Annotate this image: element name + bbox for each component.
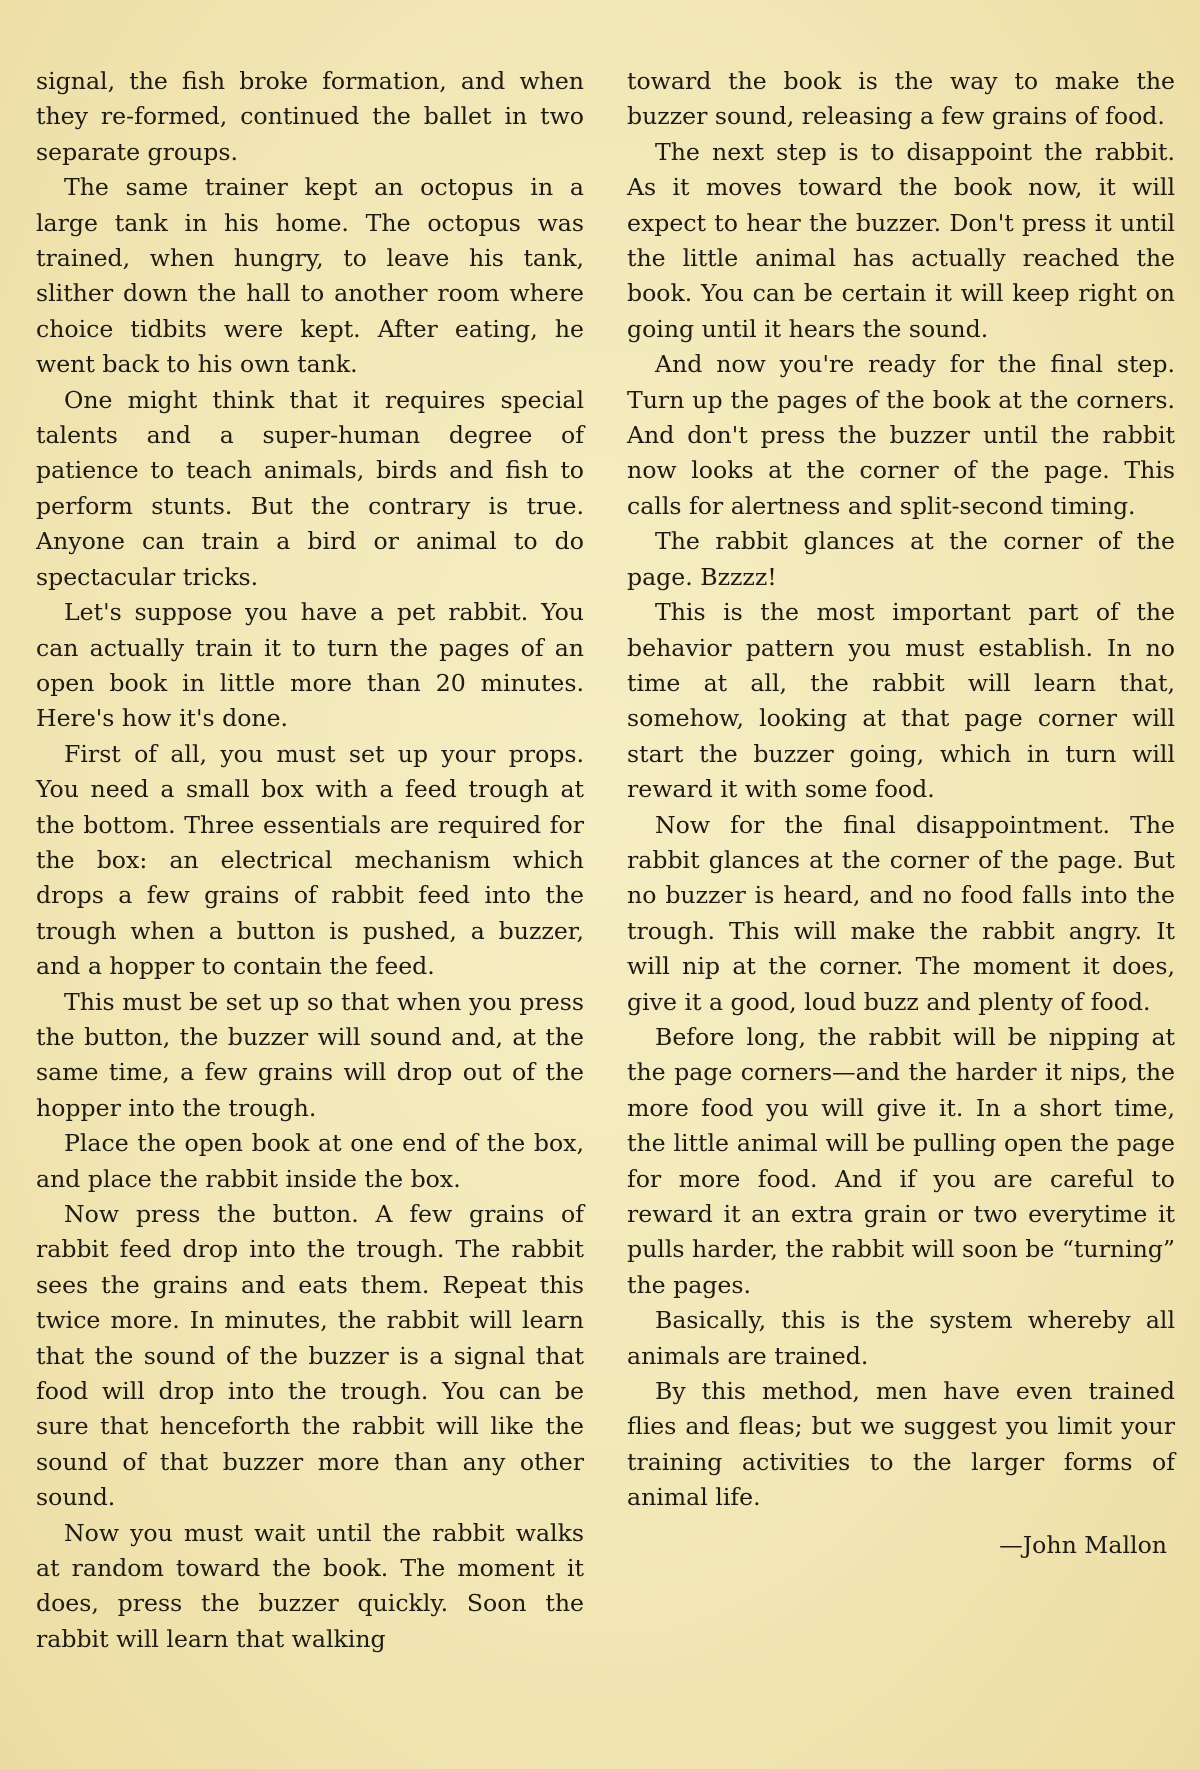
left-column xyxy=(36,64,584,1657)
paragraph: Place the open book at one end of the box, and place the rabbit inside the box. xyxy=(36,1129,584,1193)
paragraph: signal, the fish broke formation, and when they re-formed, continued the ballet in two separate groups. xyxy=(36,67,584,166)
paragraph: toward the book is the way to make the buzzer sound, releasing a few grains of food. xyxy=(627,67,1175,131)
paragraph: Basically, this is the system whereby all animals are trained. xyxy=(627,1306,1175,1370)
paragraph: The rabbit glances at the corner of the page. Bzzzz! xyxy=(627,527,1175,591)
paragraph: Before long, the rabbit will be nipping at the page corners—and the harder it nips, the more food you will give it. In a short time, the little animal will be pulling open the page for more food. And if you are careful to reward it an extra grain or two everytime it pulls harder, the rabbit will soon be “turning” the pages. xyxy=(627,1022,1175,1299)
paragraph: The next step is to disappoint the rabbit. As it moves toward the book now, it will expect to hear the buzzer. Don't press it until the little animal has actually reached the book. You can be certain it will keep right on going until it hears the sound. xyxy=(627,137,1175,343)
paragraph: And now you're ready for the final step. Turn up the pages of the book at the corners. And don't press the buzzer until the rabbit now looks at the corner of the page. This calls for alertness and split-second timing. xyxy=(627,350,1175,520)
paragraph: Let's suppose you have a pet rabbit. You can actually train it to turn the pages of an open book in little more than 20 minutes. Here's how it's done. xyxy=(36,598,584,733)
paragraph: This must be set up so that when you press the button, the buzzer will sound and, at the same time, a few grains will drop out of the hopper into the trough. xyxy=(36,987,584,1122)
author-signature: —John Mallon xyxy=(999,1530,1167,1559)
right-column xyxy=(627,64,1175,1563)
paragraph: Now you must wait until the rabbit walks at random toward the book. The moment it does, press the buzzer quickly. Soon the rabbit will learn that walking xyxy=(36,1518,584,1653)
paragraph: By this method, men have even trained flies and fleas; but we suggest you limit your training activities to the larger forms of animal life. xyxy=(627,1377,1175,1512)
paragraph: First of all, you must set up your props. You need a small box with a feed trough at the bottom. Three essentials are required for the box: an electrical mechanism which drops a few grains of rabbit feed into the trough when a button is pushed, a buzzer, and a hopper to contain the feed. xyxy=(36,739,584,981)
paragraph: One might think that it requires special talents and a super-human degree of patience to teach animals, birds and fish to perform stunts. But the contrary is true. Anyone can train a bird or animal to do spectacular tricks. xyxy=(36,385,584,591)
paragraph: Now press the button. A few grains of rabbit feed drop into the trough. The rabbit sees the grains and eats them. Repeat this twice more. In minutes, the rabbit will learn that the sound of the buzzer is a signal that food will drop into the trough. You can be sure that henceforth the rabbit will like the sound of that buzzer more than any other sound. xyxy=(36,1200,584,1512)
paragraph: This is the most important part of the behavior pattern you must establish. In no time at all, the rabbit will learn that, somehow, looking at that page corner will start the buzzer going, which in turn will reward it with some food. xyxy=(627,598,1175,804)
paragraph: The same trainer kept an octopus in a large tank in his home. The octopus was trained, when hungry, to leave his tank, slither down the hall to another room where choice tidbits were kept. After eating, he went back to his own tank. xyxy=(36,173,584,379)
paragraph: Now for the final disappointment. The rabbit glances at the corner of the page. But no buzzer is heard, and no food falls into the trough. This will make the rabbit angry. It will nip at the corner. The moment it does, give it a good, loud buzz and plenty of food. xyxy=(627,810,1175,1016)
